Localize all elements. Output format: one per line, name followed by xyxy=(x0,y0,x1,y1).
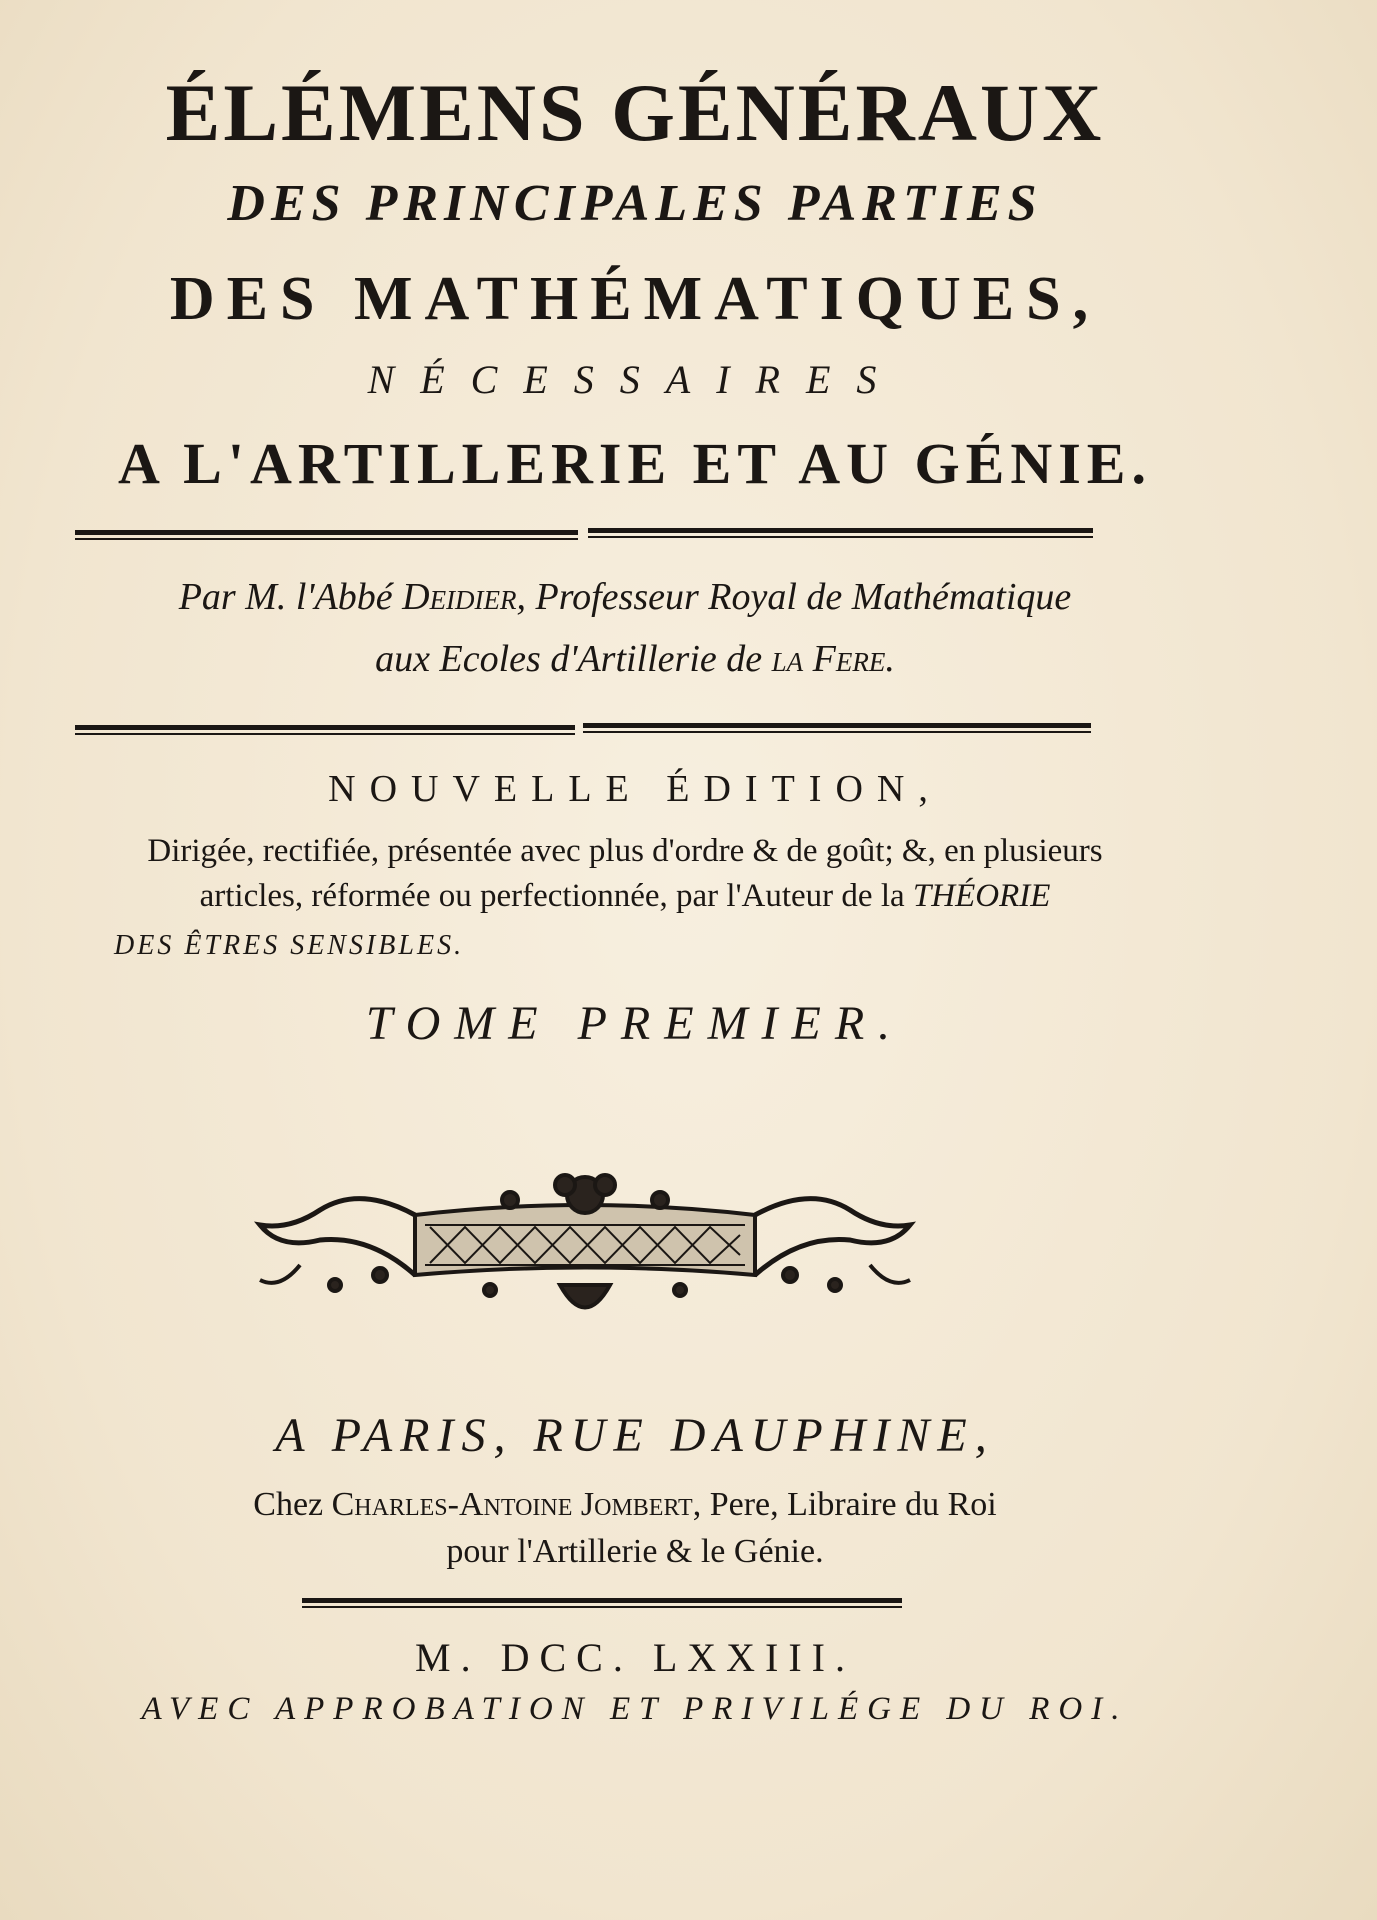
edition-work-title: THÉORIE xyxy=(912,878,1051,914)
edition-desc-line-1: Dirigée, rectifiée, présentée avec plus d'ordre & de goût; &, en plusieurs xyxy=(147,833,1103,869)
author-place: la Fere. xyxy=(771,638,895,680)
title-line-5: A L'ARTILLERIE ET AU GÉNIE. xyxy=(117,431,1152,496)
publisher-line-2: pour l'Artillerie & le Génie. xyxy=(446,1533,824,1570)
author-prefix: Par M. l'Abbé xyxy=(178,576,403,618)
privilege-line: AVEC APPROBATION ET PRIVILÉGE DU ROI. xyxy=(141,1691,1129,1727)
edition-desc-line-2 xyxy=(60,880,1190,913)
author-line-1 xyxy=(60,578,1190,616)
publisher-name: Charles-Antoine Jombert xyxy=(331,1486,693,1523)
publisher-prefix: Chez xyxy=(253,1486,332,1523)
edition-desc-prefix: articles, réformée ou perfectionnée, par l'Auteur de la xyxy=(199,878,913,914)
edition-heading: NOUVELLE ÉDITION, xyxy=(328,768,942,810)
double-rule xyxy=(302,1598,902,1608)
publisher-suffix: , Pere, Libraire du Roi xyxy=(692,1486,997,1523)
double-rule xyxy=(75,530,578,540)
publisher-line-1 xyxy=(60,1488,1190,1522)
author-name: Deidier xyxy=(402,576,517,618)
title-line-3: DES MATHÉMATIQUES, xyxy=(169,265,1101,333)
double-rule xyxy=(583,723,1091,733)
title-line-4: NÉCESSAIRES xyxy=(367,357,903,402)
ornament-vignette xyxy=(240,1155,930,1335)
edition-desc-line-3: DES ÊTRES SENSIBLES. xyxy=(114,930,465,961)
double-rule xyxy=(588,528,1093,538)
author-line-2-prefix: aux Ecoles d'Artillerie de xyxy=(375,638,772,680)
double-rule xyxy=(75,725,575,735)
title-line-1: ÉLÉMENS GÉNÉRAUX xyxy=(165,67,1105,158)
imprint-place: A PARIS, RUE DAUPHINE, xyxy=(275,1409,995,1462)
author-line-2 xyxy=(60,640,1210,678)
volume-label: TOME PREMIER. xyxy=(365,997,905,1050)
author-suffix: , Professeur Royal de Mathématique xyxy=(516,576,1072,618)
publication-date: M. DCC. LXXIII. xyxy=(415,1635,855,1680)
title-line-2: DES PRINCIPALES PARTIES xyxy=(227,175,1043,232)
